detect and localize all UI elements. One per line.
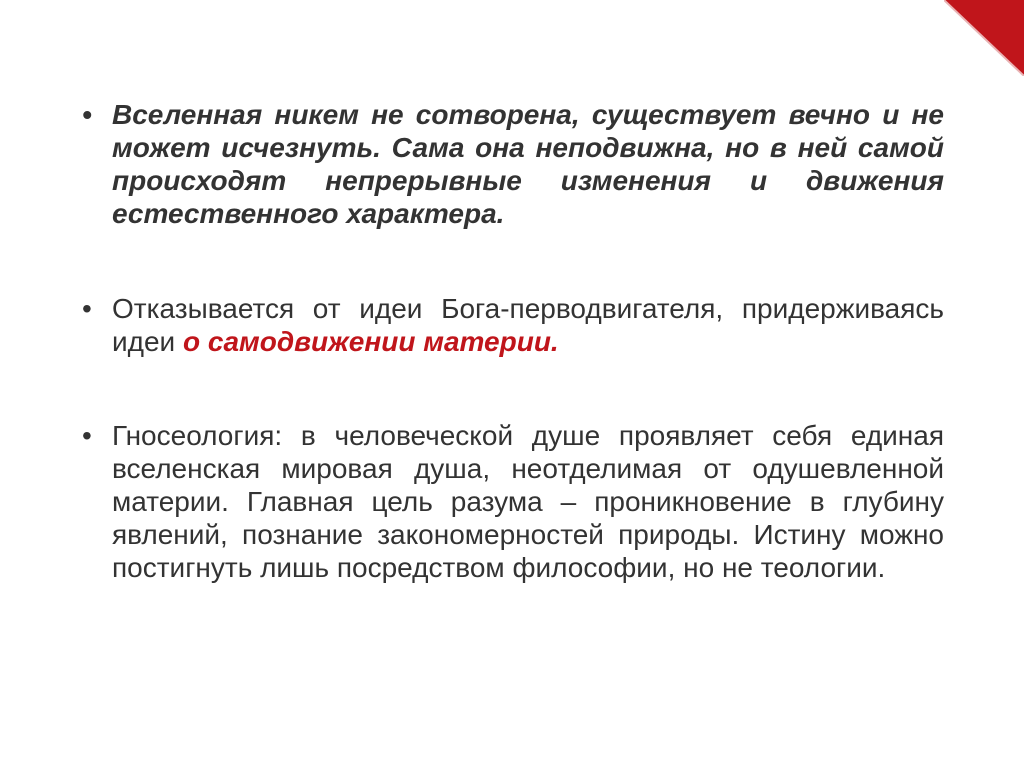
bullet-text: Отказывается от идеи Бога-перводвигателя, придерживаясь идеи — [112, 293, 944, 357]
bullet-text: Вселенная никем не сотворена, существует вечно и не может исчезнуть. Сама она неподвижна, но в ней самой происходят непрерывные изменения и движения естественного характера. — [112, 99, 944, 229]
bullet-item-universe — [78, 98, 944, 230]
bullet-item-prime-mover — [78, 292, 944, 358]
bullet-list — [78, 98, 944, 584]
highlighted-phrase: о самодвижении материи. — [182, 326, 559, 357]
bullet-dot: • — [82, 420, 92, 451]
bullet-text: Гносеология: в человеческой душе проявляет себя единая вселенская мировая душа, неотделимая от одушевленной материи. Главная цель разума – проникновение в глубину явлений, познание закономерностей природы. Истину можно постигнуть лишь посредством философии, но не теологии. — [112, 420, 944, 583]
bullet-dot: • — [82, 293, 92, 324]
bullet-dot: • — [82, 99, 92, 130]
bullet-item-gnoseology — [78, 419, 944, 584]
corner-accent-triangle — [944, 0, 1024, 76]
